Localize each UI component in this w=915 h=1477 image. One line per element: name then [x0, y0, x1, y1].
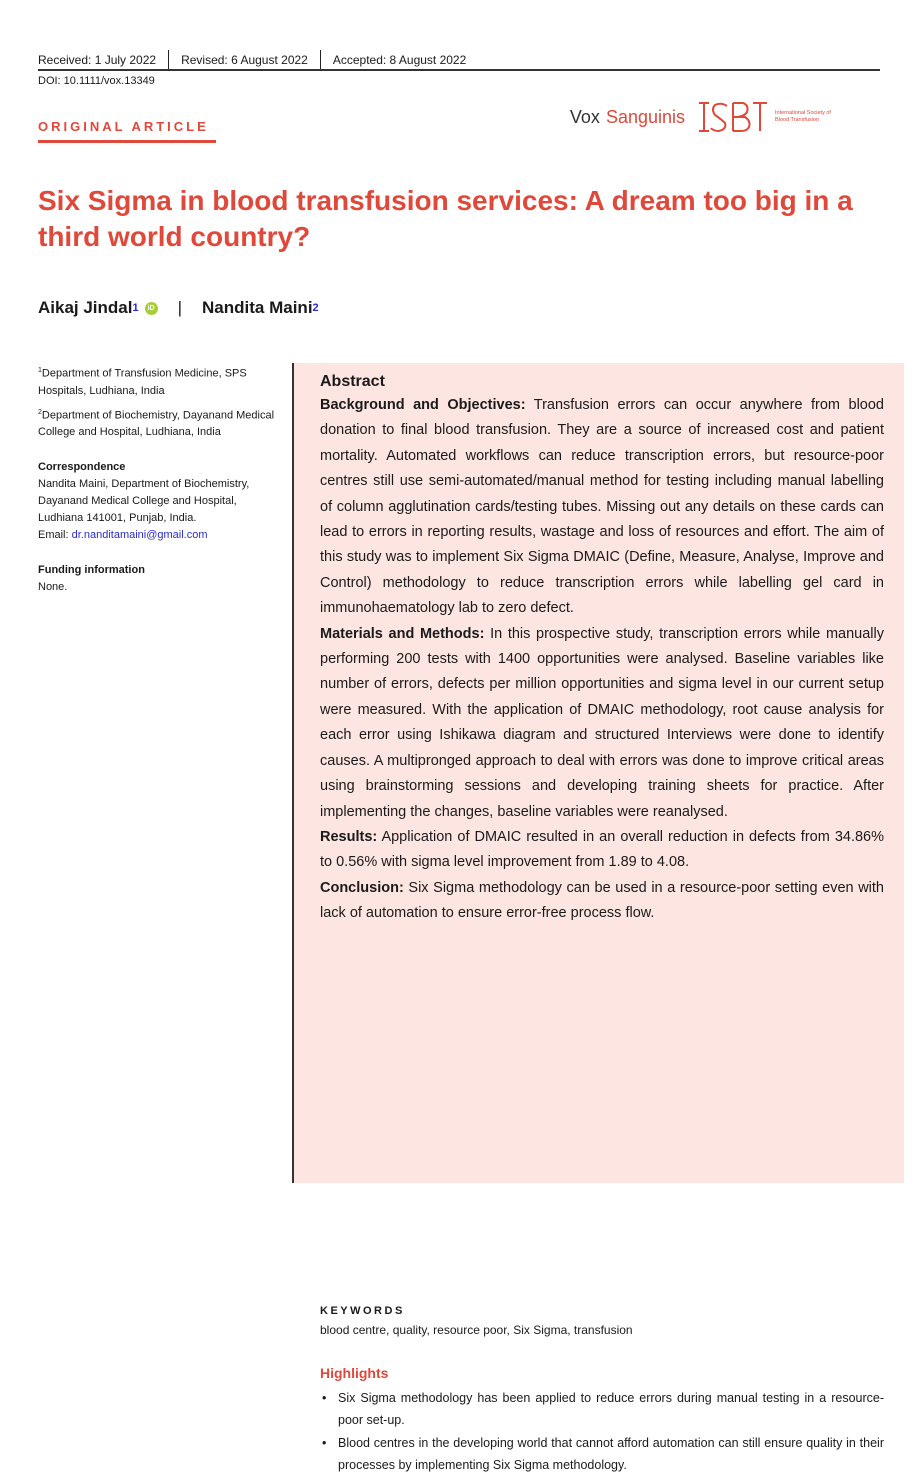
- date-divider: [168, 50, 169, 70]
- abstract-conclusion: [320, 876, 884, 927]
- article-type-label: ORIGINAL ARTICLE: [38, 119, 209, 134]
- journal-name-vox: Vox: [569, 106, 600, 127]
- abstract-methods: [320, 622, 884, 825]
- author-affiliation-marker: 1: [132, 302, 139, 314]
- abstract-panel: [292, 363, 904, 1472]
- section-label: Materials and Methods:: [320, 625, 485, 642]
- author-separator: |: [177, 298, 183, 317]
- article-type-underline: [38, 140, 216, 143]
- abstract-results: [320, 825, 884, 876]
- orcid-icon[interactable]: iD: [145, 302, 158, 315]
- journal-name-sanguinis: Sanguinis: [605, 106, 685, 127]
- keywords-heading: KEYWORDS: [320, 1305, 405, 1317]
- author-name[interactable]: Nandita Maini: [202, 298, 313, 317]
- article-metadata-sidebar: [38, 362, 278, 596]
- publication-dates: [38, 50, 478, 70]
- email-link[interactable]: dr.nanditamaini@gmail.com: [71, 529, 208, 542]
- section-text: Transfusion errors can occur anywhere from blood donation to final blood transfusion. They are a source of increased cost and patient mortality. Automated workflows can reduce transcription errors, but resource-poor centres still use semi-automated/manual method for testing including manual labelling of column agglutination cards/testing tubes. Missing out any details on these cards can lead to errors in reporting results, wastage and loss of resources and effort. The aim of this study was to implement Six Sigma DMAIC (Define, Measure, Analyse, Improve and Control) methodology to reduce transcription errors while labelling gel card in immunohaematology lab to zero defect.: [320, 397, 884, 617]
- list-item: • Blood centres in the developing world that cannot afford automation can still ensure quality in their processes by implementing Six Sigma methodology.: [320, 1432, 884, 1476]
- section-text: Application of DMAIC resulted in an overall reduction in defects from 34.86% to 0.56% with sigma level improvement from 1.89 to 4.08.: [320, 828, 884, 871]
- journal-brand: [570, 100, 833, 134]
- section-label: Conclusion:: [320, 879, 404, 896]
- email-line: [38, 527, 278, 544]
- section-label: Background and Objectives:: [320, 397, 526, 413]
- revised-date: Revised: 6 August 2022: [181, 53, 308, 67]
- abstract-heading: Abstract: [320, 373, 385, 390]
- received-date: Received: 1 July 2022: [38, 53, 157, 67]
- header-rule: [38, 69, 880, 71]
- doi[interactable]: DOI: 10.1111/vox.13349: [38, 75, 155, 87]
- affiliation-number: 1: [38, 367, 42, 374]
- highlights-list: [320, 1387, 884, 1477]
- date-divider: [320, 50, 321, 70]
- correspondence-text: Nandita Maini, Department of Biochemistry, Dayanand Medical College and Hospital, Ludhiana 141001, Punjab, India.: [38, 478, 250, 525]
- list-item: • Six Sigma methodology has been applied to reduce errors during manual testing in a resource-poor set-up.: [320, 1387, 884, 1431]
- accepted-date: Accepted: 8 August 2022: [332, 53, 467, 67]
- article-title: Six Sigma in blood transfusion services: A dream too big in a third world country?: [38, 185, 853, 252]
- funding-heading: Funding information: [38, 564, 145, 577]
- funding-text: None.: [38, 581, 68, 594]
- keywords-list: blood centre, quality, resource poor, Six Sigma, transfusion: [320, 1323, 633, 1337]
- highlights-heading: Highlights: [320, 1365, 389, 1381]
- section-text: Six Sigma methodology can be used in a resource-poor setting even with lack of automation to ensure error-free process flow.: [320, 879, 884, 922]
- isbt-logo-icon: [697, 100, 769, 134]
- abstract-body: [320, 373, 884, 927]
- abstract-background: [320, 393, 884, 622]
- affiliation-text: Department of Biochemistry, Dayanand Medical College and Hospital, Ludhiana, India: [38, 409, 275, 439]
- society-name: International Society of Blood Transfusion: [775, 110, 831, 123]
- author-affiliation-marker: 2: [312, 302, 319, 314]
- affiliation-text: Department of Transfusion Medicine, SPS Hospitals, Ludhiana, India: [38, 367, 247, 397]
- affiliation-number: 2: [38, 408, 42, 416]
- email-label: Email:: [38, 529, 72, 542]
- section-label: Results:: [320, 828, 378, 845]
- author-list: [38, 298, 319, 318]
- affiliation-1: [38, 362, 278, 400]
- author-name[interactable]: Aikaj Jindal: [38, 298, 133, 317]
- correspondence-heading: Correspondence: [38, 461, 126, 474]
- section-text: In this prospective study, transcription errors while manually performing 200 tests with 1400 opportunities were analysed. Baseline variables like number of errors, defects per million opportunities and sigma level in our current setup were measured. With the application of DMAIC methodology, root cause analysis for each error using Ishikawa diagram and structured Interviews were done to identify causes. A multipronged approach to deal with errors was done to improve critical areas using brainstorming sessions and developing training sheets for practice. After implementing the changes, baseline variables were reanalysed.: [320, 625, 885, 820]
- affiliation-2: [38, 404, 278, 442]
